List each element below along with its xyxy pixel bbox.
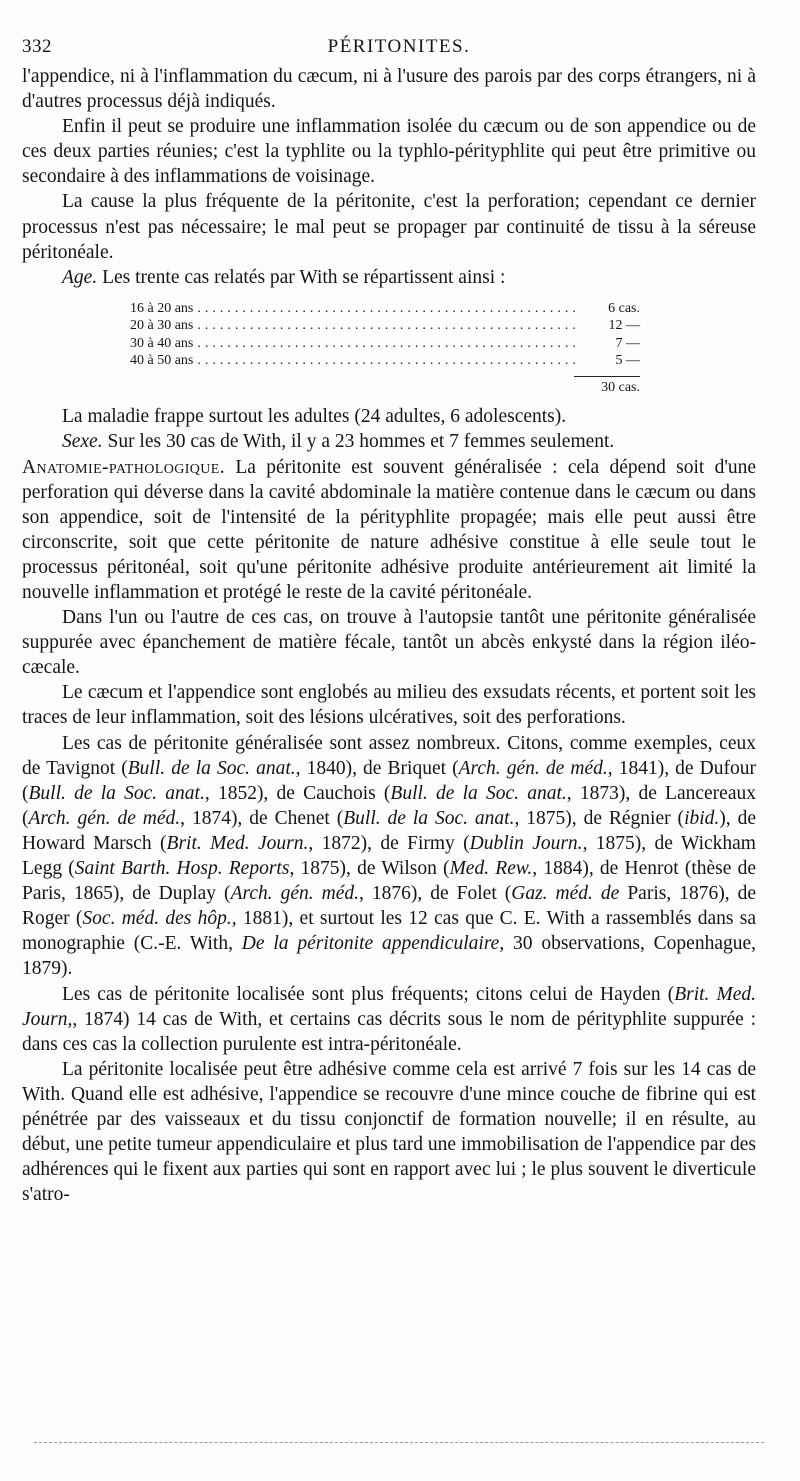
age-range: 40 à 50 ans: [130, 353, 194, 369]
case-count: 12 —: [608, 318, 640, 334]
citation-title: Dublin Journ.: [469, 832, 583, 854]
dot-leader: [197, 317, 578, 335]
paragraph-cause: La cause la plus fréquente de la péritonite, c'est la perforation; cependant ce dernier processus n'est pas nécessaire; le mal peut se propager par continuité de tissu à la séreuse péritonéale.: [22, 191, 756, 263]
paragraph-age: [22, 265, 756, 290]
citation-title: Bull. de la Soc. anat.: [343, 807, 515, 829]
paragraph-localisee: [22, 982, 756, 1057]
sexe-text: Sur les 30 cas de With, il y a 23 hommes et 7 femmes seulement.: [107, 431, 615, 453]
table-row: [130, 352, 640, 370]
paragraph-text: , 1875), de Wilson (: [289, 858, 450, 880]
citation-title: Brit. Med. Journ,: [22, 983, 757, 1030]
paragraph-adhesive: La péritonite localisée peut être adhésive comme cela est arrivé 7 fois sur les 14 cas de With. Quand elle est adhésive, l'appendice se recouvre d'une mince couche de fibrine qui est pénétrée par des vaisseaux et du tissu conjonctif de formation nouvelle; il en résulte, au début, une petite tumeur appendiculaire et plus tard une immobilisation de l'appendice par des adhérences qui le fixent aux parties qui sont en rapport avec lui ; le plus souvent le diverticule s'atro-: [22, 1058, 756, 1206]
paragraph-generalisee: [22, 731, 756, 982]
paragraph-caecum: Le cæcum et l'appendice sont englobés au milieu des exsudats récents, et portent soit les traces de leur inflammation, soit des lésions ulcératives, soit des perforations.: [22, 682, 756, 729]
dot-leader: [197, 352, 578, 370]
dot-leader: [197, 300, 578, 318]
paragraph-text: ), de Howard Marsch (: [22, 807, 756, 854]
dot-leader: [197, 335, 578, 353]
case-total: 30 cas.: [601, 379, 640, 395]
anatomie-heading: Anatomie-pathologique.: [22, 456, 226, 478]
paragraph-text: , 1875), de Wickham Legg (: [22, 832, 756, 880]
paragraph-sexe: [22, 429, 756, 454]
paragraph-text: , 1874) 14 cas de With, et certains cas décrits sous le nom de pérityphlite suppurée : dans ces cas la collection purulente est intra-péritonéale.: [22, 1008, 756, 1055]
anatomie-text: La péritonite est souvent généralisée : cela dépend soit d'une perforation qui déverse dans la cavité abdominale la matière contenue dans le cæcum ou dans son appendice, soit de l'intensité de la pérityphlite propagée; mais elle peut aussi être circonscrite, soit que cette péritonite de nature adhésive constitue à elle seule tout le processus péritonéal, soit qu'une péritonite adhésive produite antérieurement ait limité la nouvelle inflammation et protégé le reste de la cavité péritonéale.: [22, 456, 756, 603]
age-label: Age.: [62, 266, 98, 288]
table-row: [130, 335, 640, 353]
citation-title: Bull. de la Soc. anat.: [390, 782, 567, 804]
paragraph-autopsie: Dans l'un ou l'autre de ces cas, on trouve à l'autopsie tantôt une péritonite généralisée suppurée avec épanchement de matière fécale, tantôt un abcès enkysté dans la région iléo-cæcale.: [22, 607, 756, 679]
paragraph-text: Les cas de péritonite localisée sont plus fréquents; citons celui de Hayden (: [62, 983, 675, 1005]
citation-title: Arch. gén. méd.: [230, 883, 360, 905]
citation-title: Soc. méd. des hôp.: [82, 908, 232, 930]
paragraph-text: , 1840), de Briquet (: [295, 757, 459, 779]
age-range: 30 à 40 ans: [130, 335, 194, 351]
case-count: 7 —: [615, 335, 640, 351]
citation-title: Bull. de la Soc. anat.: [28, 782, 205, 804]
sum-rule: [574, 376, 640, 377]
table-row: [130, 300, 640, 318]
age-range: 16 à 20 ans: [130, 300, 194, 316]
paragraph-text: , 1874), de Chenet (: [180, 807, 344, 829]
citation-title: Arch. gén. de méd.: [458, 757, 608, 779]
sexe-label: Sexe.: [62, 431, 103, 453]
running-header: [22, 24, 776, 64]
age-range: 20 à 30 ans: [130, 318, 194, 334]
paragraph-text: Les cas de péritonite généralisée sont assez nombreux. Citons, comme exemples, ceux de Tavignot (: [22, 732, 756, 779]
paragraph-typhlite: Enfin il peut se produire une inflammation isolée du cæcum ou de son appendice ou de ces deux parties réunies; c'est la typhlite ou la typhlo-pérityphlite qui peut être primitive ou secondaire à des inflammations de voisinage.: [22, 116, 756, 188]
citation-title: Arch. gén. de méd.: [28, 807, 181, 829]
running-title: PÉRITONITES.: [327, 36, 471, 57]
page-body: [22, 64, 756, 1207]
age-text: Les trente cas relatés par With se répartissent ainsi :: [102, 266, 506, 288]
table-row: [130, 317, 640, 335]
citation-title: Saint Barth. Hosp. Reports: [74, 858, 290, 880]
paragraph-adults: La maladie frappe surtout les adultes (24 adultes, 6 adolescents).: [62, 406, 567, 428]
paragraph-text: , 1884), de Henrot (thèse de Paris, 1865), de Duplay (: [22, 858, 757, 905]
paragraph-continuation: l'appendice, ni à l'inflammation du cæcum, ni à l'usure des parois par des corps étrangers, ni à d'autres processus déjà indiqués.: [22, 66, 756, 113]
paragraph-text: , 1876), de Folet (: [359, 883, 512, 905]
paragraph-text: , 1841), de Dufour (: [22, 757, 756, 804]
citation-title: ibid.: [684, 807, 720, 829]
paragraph-text: , 1875), de Régnier (: [514, 807, 685, 829]
footer-rule: [34, 1442, 764, 1443]
paragraph-anatomie: [22, 455, 756, 606]
page-number: 332: [22, 36, 52, 57]
paragraph-text: , 1881), et surtout les 12 cas que C. E. With a rassemblés dans sa monographie (C.-E. With,: [22, 908, 756, 955]
paragraph-text: , 1873), de Lancereaux (: [22, 782, 756, 829]
citation-title: Bull. de la Soc. anat.: [127, 757, 296, 779]
paragraph-text: , 1872), de Firmy (: [308, 832, 470, 854]
paragraph-text: , 30 observations, Copenhague, 1879).: [22, 933, 757, 980]
paragraph-text: , 1852), de Cauchois (: [204, 782, 391, 804]
age-distribution-table: [130, 300, 640, 397]
citation-title: De la péritonite appendiculaire: [241, 933, 500, 955]
case-count: 6 cas.: [608, 300, 640, 316]
paragraph-text: Paris, 1876), de Roger (: [22, 883, 756, 930]
case-count: 5 —: [615, 353, 640, 369]
citation-title: Med. Rew.: [449, 858, 533, 880]
citation-title: Gaz. méd. de: [511, 883, 620, 905]
citation-title: Brit. Med. Journ.: [166, 832, 309, 854]
